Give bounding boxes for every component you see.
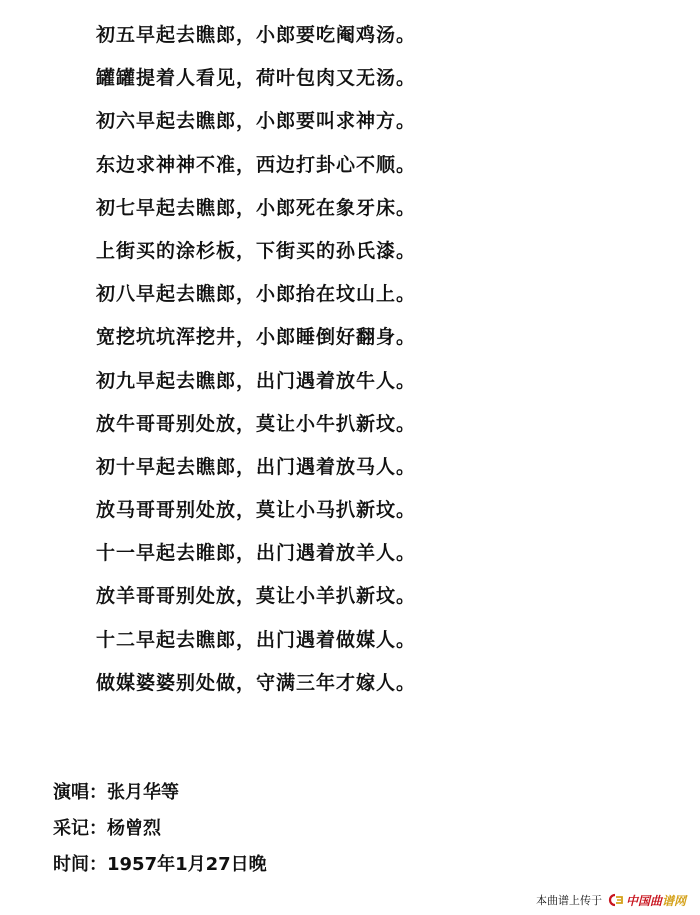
lyric-line: 宽挖坑坑浑挖井，小郎睡倒好翻身。	[96, 326, 417, 349]
upload-footer	[536, 891, 686, 909]
lyric-line: 上街买的涂杉板，下街买的孙氏漆。	[96, 239, 417, 262]
lyric-line: 初五早起去瞧郎，小郎要吃阉鸡汤。	[96, 24, 417, 46]
recording-time: 时间：1957年1月27日晚	[53, 854, 267, 875]
lyric-line: 初九早起去瞧郎，出门遇着放牛人。	[96, 369, 417, 392]
lyric-line: 十一早起去睢郎，出门遇着放羊人。	[96, 542, 417, 565]
lyrics-block	[96, 14, 696, 705]
site-logo-icon[interactable]	[606, 893, 624, 907]
lyric-line: 十二早起去瞧郎，出门遇着做媒人。	[96, 628, 417, 651]
lyric-line: 做媒婆婆别处做，守满三年才嫁人。	[96, 671, 417, 694]
lyric-line: 放马哥哥别处放，莫让小马扒新坟。	[96, 499, 417, 522]
lyric-line: 放羊哥哥别处放，莫让小羊扒新坟。	[96, 585, 417, 608]
upload-text: 本曲谱上传于	[535, 894, 602, 907]
singer-credit: 演唱：张月华等	[53, 782, 179, 803]
site-name-link[interactable]	[626, 892, 686, 909]
lyric-line: 初八早起去瞧郎，小郎抬在坟山上。	[96, 283, 417, 306]
lyric-line: 初六早起去瞧郎，小郎要叫求神方。	[96, 110, 417, 133]
lyric-line: 放牛哥哥别处放，莫让小牛扒新坟。	[96, 412, 417, 435]
lyric-line: 初十早起去瞧郎，出门遇着放马人。	[96, 455, 417, 478]
recorder-credit: 采记：杨曾烈	[53, 818, 161, 839]
credits-block	[53, 775, 267, 883]
site-name-accent: 谱网	[661, 893, 686, 908]
lyric-line: 东边求神神不准，西边打卦心不顺。	[96, 153, 417, 176]
site-name-main: 中国曲	[625, 893, 662, 908]
lyric-line: 罐罐提着人看见，荷叶包肉又无汤。	[96, 67, 417, 90]
lyric-line: 初七早起去瞧郎，小郎死在象牙床。	[96, 196, 417, 219]
